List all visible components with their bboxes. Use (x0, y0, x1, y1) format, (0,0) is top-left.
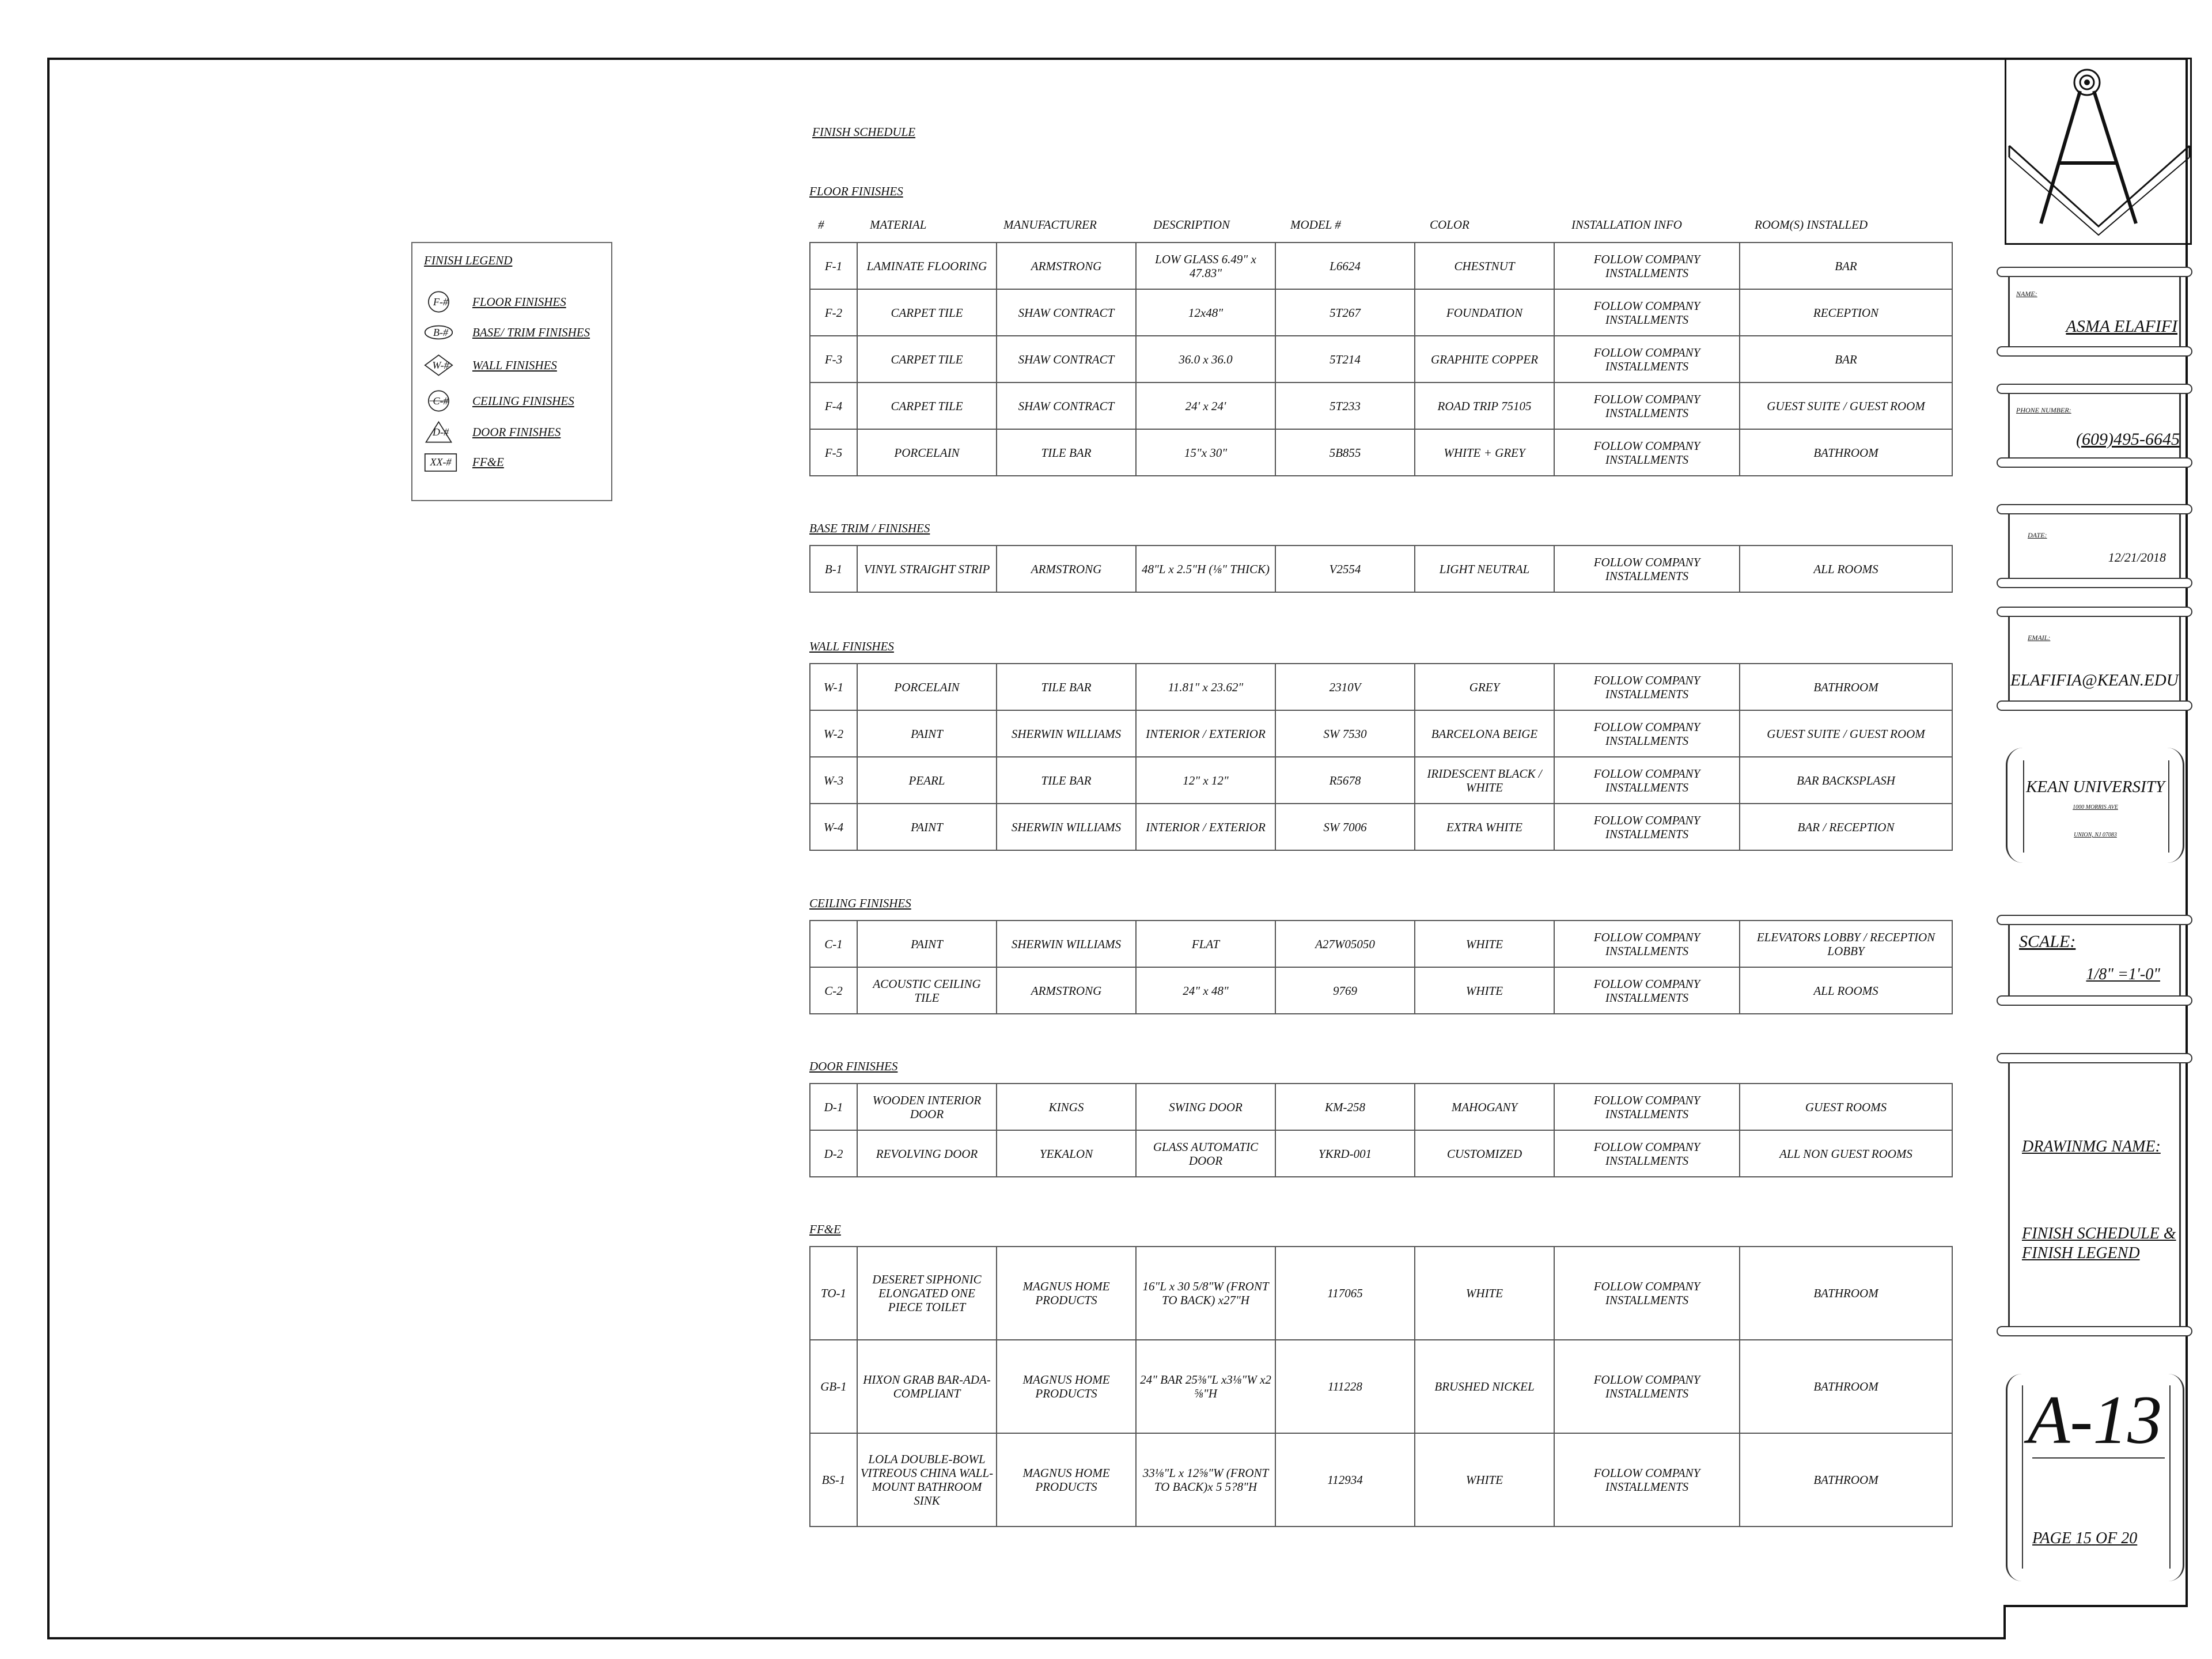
legend-label: FLOOR FINISHES (472, 295, 566, 309)
table-cell: FOLLOW COMPANY INSTALLMENTS (1554, 382, 1740, 429)
table-cell: 5T267 (1275, 289, 1415, 336)
table-cell: GLASS AUTOMATIC DOOR (1136, 1130, 1275, 1177)
finish-table (809, 242, 1953, 476)
school-address-line2: UNION, NJ 07083 (2074, 832, 2117, 838)
sheet-notch (2003, 1605, 2188, 1639)
table-cell: 5T214 (1275, 336, 1415, 382)
table-row (810, 336, 1952, 382)
section-title: CEILING FINISHES (809, 896, 911, 910)
table-cell: TILE BAR (997, 757, 1136, 804)
table-cell: 36.0 x 36.0 (1136, 336, 1275, 382)
legend-item (424, 289, 608, 315)
table-cell: V2554 (1275, 546, 1415, 592)
table-cell: IRIDESCENT BLACK / WHITE (1415, 757, 1554, 804)
phone-number: (609)495-6645 (2076, 430, 2180, 449)
table-cell: 5T233 (1275, 382, 1415, 429)
table-cell: CARPET TILE (857, 336, 997, 382)
column-header: # (818, 218, 824, 232)
table-cell: BATHROOM (1740, 1433, 1952, 1527)
table-cell: BARCELONA BEIGE (1415, 710, 1554, 757)
drawing-scroll-bottom (1997, 1326, 2192, 1336)
scale-label: SCALE: (2019, 932, 2076, 951)
designer-name: ASMA ELAFIFI (2066, 317, 2177, 336)
legend-item (424, 320, 608, 345)
table-row (810, 429, 1952, 476)
table-cell: MAGNUS HOME PRODUCTS (997, 1433, 1136, 1527)
legend-label: WALL FINISHES (472, 358, 557, 372)
table-cell: RECEPTION (1740, 289, 1952, 336)
email-label: EMAIL: (2028, 634, 2051, 642)
table-cell: W-1 (810, 664, 857, 710)
table-cell: WHITE (1415, 921, 1554, 967)
table-cell: HIXON GRAB BAR-ADA-COMPLIANT (857, 1340, 997, 1433)
section-title: DOOR FINISHES (809, 1059, 898, 1073)
phone-scroll-top (1997, 384, 2192, 394)
table-cell: BATHROOM (1740, 429, 1952, 476)
sheet-number: A-13 (2028, 1381, 2162, 1458)
drawing-name: FINISH SCHEDULE & FINISH LEGEND (2022, 1225, 2176, 1262)
email-scroll-bottom (1997, 700, 2192, 711)
legend-label: FF&E (472, 455, 504, 469)
table-cell: 111228 (1275, 1340, 1415, 1433)
table-cell: FOLLOW COMPANY INSTALLMENTS (1554, 710, 1740, 757)
table-cell: W-4 (810, 804, 857, 850)
finish-table (809, 663, 1953, 851)
table-cell: ROAD TRIP 75105 (1415, 382, 1554, 429)
email-address: ELAFIFIA@KEAN.EDU (2010, 671, 2179, 690)
column-header: INSTALLATION INFO (1571, 218, 1682, 232)
table-cell: WOODEN INTERIOR DOOR (857, 1084, 997, 1130)
legend-item (424, 388, 608, 414)
table-cell: 12" x 12" (1136, 757, 1275, 804)
table-cell: B-1 (810, 546, 857, 592)
table-row (810, 1340, 1952, 1433)
legend-item (424, 353, 608, 378)
date-scroll-top (1997, 504, 2192, 514)
legend-label: BASE/ TRIM FINISHES (472, 325, 590, 339)
table-cell: FOUNDATION (1415, 289, 1554, 336)
sheet-number-underline (2032, 1457, 2165, 1459)
table-cell: GUEST ROOMS (1740, 1084, 1952, 1130)
table-cell: FOLLOW COMPANY INSTALLMENTS (1554, 967, 1740, 1014)
table-cell: FOLLOW COMPANY INSTALLMENTS (1554, 1433, 1740, 1527)
table-cell: ALL ROOMS (1740, 967, 1952, 1014)
name-label: NAME: (2016, 290, 2037, 298)
table-row (810, 382, 1952, 429)
table-cell: F-1 (810, 243, 857, 289)
table-cell: WHITE (1415, 1433, 1554, 1527)
table-cell: KM-258 (1275, 1084, 1415, 1130)
schedule-title: FINISH SCHEDULE (812, 125, 916, 139)
drawing-scroll-top (1997, 1053, 2192, 1063)
table-row (810, 243, 1952, 289)
table-cell: W-2 (810, 710, 857, 757)
date-scroll-bottom (1997, 578, 2192, 588)
table-cell: 24' x 24' (1136, 382, 1275, 429)
table-cell: SWING DOOR (1136, 1084, 1275, 1130)
table-cell: BRUSHED NICKEL (1415, 1340, 1554, 1433)
finish-table (809, 1246, 1953, 1527)
table-cell: YEKALON (997, 1130, 1136, 1177)
drawing-panel (2008, 1063, 2181, 1326)
table-cell: SHERWIN WILLIAMS (997, 710, 1136, 757)
compass-square-logo-icon (2006, 59, 2190, 243)
table-cell: PORCELAIN (857, 664, 997, 710)
table-cell: R5678 (1275, 757, 1415, 804)
table-cell: 11.81" x 23.62" (1136, 664, 1275, 710)
table-row (810, 967, 1952, 1014)
finish-table (809, 920, 1953, 1014)
table-cell: ACOUSTIC CEILING TILE (857, 967, 997, 1014)
section-title: FLOOR FINISHES (809, 184, 903, 198)
legend-label: DOOR FINISHES (472, 425, 561, 439)
date-label: DATE: (2028, 531, 2047, 539)
table-cell: BAR BACKSPLASH (1740, 757, 1952, 804)
scale-value: 1/8" =1'-0" (2086, 965, 2160, 983)
table-cell: FOLLOW COMPANY INSTALLMENTS (1554, 1130, 1740, 1177)
finish-legend (411, 242, 612, 501)
phone-scroll-bottom (1997, 457, 2192, 468)
table-cell: DESERET SIPHONIC ELONGATED ONE PIECE TOILET (857, 1247, 997, 1340)
drawing-name-label: DRAWINMG NAME: (2022, 1138, 2161, 1156)
sheet-notch-cover (2006, 1636, 2190, 1642)
table-cell: ARMSTRONG (997, 967, 1136, 1014)
column-header: DESCRIPTION (1153, 218, 1230, 232)
table-cell: CARPET TILE (857, 382, 997, 429)
column-header: COLOR (1430, 218, 1469, 232)
table-cell: INTERIOR / EXTERIOR (1136, 710, 1275, 757)
table-cell: MAGNUS HOME PRODUCTS (997, 1340, 1136, 1433)
table-row (810, 1084, 1952, 1130)
table-cell: INTERIOR / EXTERIOR (1136, 804, 1275, 850)
table-cell: EXTRA WHITE (1415, 804, 1554, 850)
table-cell: LOW GLASS 6.49" x 47.83" (1136, 243, 1275, 289)
table-cell: FOLLOW COMPANY INSTALLMENTS (1554, 664, 1740, 710)
table-cell: FOLLOW COMPANY INSTALLMENTS (1554, 546, 1740, 592)
table-cell: CHESTNUT (1415, 243, 1554, 289)
table-row (810, 289, 1952, 336)
date-panel (2008, 514, 2181, 578)
table-cell: C-2 (810, 967, 857, 1014)
table-cell: GUEST SUITE / GUEST ROOM (1740, 710, 1952, 757)
table-row (810, 757, 1952, 804)
table-cell: FOLLOW COMPANY INSTALLMENTS (1554, 804, 1740, 850)
table-cell: A27W05050 (1275, 921, 1415, 967)
finish-table (809, 1083, 1953, 1177)
legend-symbol-circle-split-icon (424, 388, 457, 414)
table-cell: BS-1 (810, 1433, 857, 1527)
legend-symbol-text: XX-# (430, 456, 452, 468)
column-header: ROOM(S) INSTALLED (1755, 218, 1868, 232)
table-cell: 16"L x 30 5/8"W (FRONT TO BACK) x27"H (1136, 1247, 1275, 1340)
table-cell: FOLLOW COMPANY INSTALLMENTS (1554, 289, 1740, 336)
table-cell: SHAW CONTRACT (997, 336, 1136, 382)
table-cell: MAHOGANY (1415, 1084, 1554, 1130)
table-cell: FOLLOW COMPANY INSTALLMENTS (1554, 1084, 1740, 1130)
table-cell: FOLLOW COMPANY INSTALLMENTS (1554, 1340, 1740, 1433)
table-cell: 24" x 48" (1136, 967, 1275, 1014)
table-cell: KINGS (997, 1084, 1136, 1130)
table-cell: WHITE + GREY (1415, 429, 1554, 476)
page-prefix: PAGE (2032, 1529, 2071, 1547)
table-cell: SW 7530 (1275, 710, 1415, 757)
table-cell: BATHROOM (1740, 664, 1952, 710)
table-cell: F-5 (810, 429, 857, 476)
table-cell: 15"x 30" (1136, 429, 1275, 476)
scale-scroll-top (1997, 915, 2192, 925)
table-cell: ELEVATORS LOBBY / RECEPTION LOBBY (1740, 921, 1952, 967)
table-cell: 33⅛"L x 12⅝"W (FRONT TO BACK)x 5 5?8"H (1136, 1433, 1275, 1527)
scale-scroll-bottom (1997, 995, 2192, 1006)
date-value: 12/21/2018 (2108, 550, 2166, 565)
table-cell: LAMINATE FLOORING (857, 243, 997, 289)
table-cell: C-1 (810, 921, 857, 967)
table-cell: 5B855 (1275, 429, 1415, 476)
table-cell: SHERWIN WILLIAMS (997, 804, 1136, 850)
table-cell: PORCELAIN (857, 429, 997, 476)
legend-symbol-ellipse-icon (424, 320, 457, 345)
table-cell: FOLLOW COMPANY INSTALLMENTS (1554, 757, 1740, 804)
table-cell: L6624 (1275, 243, 1415, 289)
legend-title: FINISH LEGEND (424, 253, 513, 267)
table-cell: FOLLOW COMPANY INSTALLMENTS (1554, 243, 1740, 289)
column-header: MODEL # (1290, 218, 1341, 232)
table-cell: F-3 (810, 336, 857, 382)
name-scroll-bottom (1997, 346, 2192, 357)
table-cell: CUSTOMIZED (1415, 1130, 1554, 1177)
table-cell: SHAW CONTRACT (997, 289, 1136, 336)
table-cell: BAR (1740, 243, 1952, 289)
table-cell: VINYL STRAIGHT STRIP (857, 546, 997, 592)
table-cell: D-1 (810, 1084, 857, 1130)
legend-symbol-text: F-# (433, 296, 448, 308)
table-row (810, 921, 1952, 967)
legend-symbol-circle-icon (424, 289, 457, 315)
table-cell: FOLLOW COMPANY INSTALLMENTS (1554, 429, 1740, 476)
table-cell: PAINT (857, 804, 997, 850)
table-cell: LOLA DOUBLE-BOWL VITREOUS CHINA WALL-MOUNT BATHROOM SINK (857, 1433, 997, 1527)
column-header: MATERIAL (870, 218, 927, 232)
table-cell: ARMSTRONG (997, 546, 1136, 592)
email-scroll-top (1997, 607, 2192, 617)
table-cell: LIGHT NEUTRAL (1415, 546, 1554, 592)
table-cell: F-4 (810, 382, 857, 429)
table-cell: YKRD-001 (1275, 1130, 1415, 1177)
table-cell: WHITE (1415, 1247, 1554, 1340)
page-number: 15 (2075, 1529, 2092, 1547)
table-row (810, 1130, 1952, 1177)
table-cell: 24" BAR 25⅜"L x3⅛"W x2 ⅝"H (1136, 1340, 1275, 1433)
page-counter (2032, 1529, 2137, 1548)
table-cell: BAR / RECEPTION (1740, 804, 1952, 850)
finish-table (809, 545, 1953, 593)
column-header: MANUFACTURER (1003, 218, 1097, 232)
table-cell: BAR (1740, 336, 1952, 382)
table-cell: PEARL (857, 757, 997, 804)
legend-symbol-text: W-# (432, 359, 449, 371)
table-cell: 12x48" (1136, 289, 1275, 336)
table-cell: REVOLVING DOOR (857, 1130, 997, 1177)
table-cell: PAINT (857, 921, 997, 967)
section-title: WALL FINISHES (809, 639, 894, 653)
legend-symbol-text: B-# (433, 327, 448, 338)
table-cell: F-2 (810, 289, 857, 336)
section-title: FF&E (809, 1222, 841, 1236)
table-cell: TILE BAR (997, 429, 1136, 476)
table-cell: WHITE (1415, 967, 1554, 1014)
legend-item (424, 419, 608, 445)
legend-symbol-rectangle-icon (424, 449, 457, 475)
table-cell: D-2 (810, 1130, 857, 1177)
table-cell: FOLLOW COMPANY INSTALLMENTS (1554, 921, 1740, 967)
table-cell: GREY (1415, 664, 1554, 710)
table-cell: GUEST SUITE / GUEST ROOM (1740, 382, 1952, 429)
table-cell: TO-1 (810, 1247, 857, 1340)
table-cell: 48"L x 2.5"H (⅛" THICK) (1136, 546, 1275, 592)
table-cell: PAINT (857, 710, 997, 757)
legend-symbol-diamond-icon (424, 353, 457, 378)
table-row (810, 710, 1952, 757)
page-suffix: OF 20 (2095, 1529, 2138, 1547)
table-cell: MAGNUS HOME PRODUCTS (997, 1247, 1136, 1340)
table-cell: SW 7006 (1275, 804, 1415, 850)
table-row (810, 1247, 1952, 1340)
table-cell: 2310V (1275, 664, 1415, 710)
table-cell: SHAW CONTRACT (997, 382, 1136, 429)
table-cell: TILE BAR (997, 664, 1136, 710)
table-cell: FOLLOW COMPANY INSTALLMENTS (1554, 1247, 1740, 1340)
table-cell: BATHROOM (1740, 1340, 1952, 1433)
table-row (810, 804, 1952, 850)
legend-label: CEILING FINISHES (472, 394, 574, 408)
table-cell: GRAPHITE COPPER (1415, 336, 1554, 382)
school-address-line1: 1000 MORRIS AVE (2073, 804, 2118, 810)
table-cell: BATHROOM (1740, 1247, 1952, 1340)
legend-symbol-text: D-# (433, 426, 449, 438)
section-title: BASE TRIM / FINISHES (809, 521, 930, 535)
legend-symbol-triangle-icon (424, 419, 457, 445)
table-cell: 9769 (1275, 967, 1415, 1014)
table-row (810, 664, 1952, 710)
table-cell: GB-1 (810, 1340, 857, 1433)
legend-symbol-text: C-# (433, 395, 449, 407)
phone-label: PHONE NUMBER: (2016, 406, 2071, 414)
table-cell: W-3 (810, 757, 857, 804)
table-row (810, 1433, 1952, 1527)
table-cell: ALL NON GUEST ROOMS (1740, 1130, 1952, 1177)
table-cell: 117065 (1275, 1247, 1415, 1340)
table-cell: FOLLOW COMPANY INSTALLMENTS (1554, 336, 1740, 382)
table-cell: CARPET TILE (857, 289, 997, 336)
table-row (810, 546, 1952, 592)
table-cell: SHERWIN WILLIAMS (997, 921, 1136, 967)
table-cell: ALL ROOMS (1740, 546, 1952, 592)
table-cell: 112934 (1275, 1433, 1415, 1527)
school-name: KEAN UNIVERSITY (2026, 778, 2165, 796)
table-cell: FLAT (1136, 921, 1275, 967)
table-cell: ARMSTRONG (997, 243, 1136, 289)
logo-frame (2005, 58, 2192, 245)
legend-item (424, 449, 608, 475)
name-scroll-top (1997, 267, 2192, 277)
